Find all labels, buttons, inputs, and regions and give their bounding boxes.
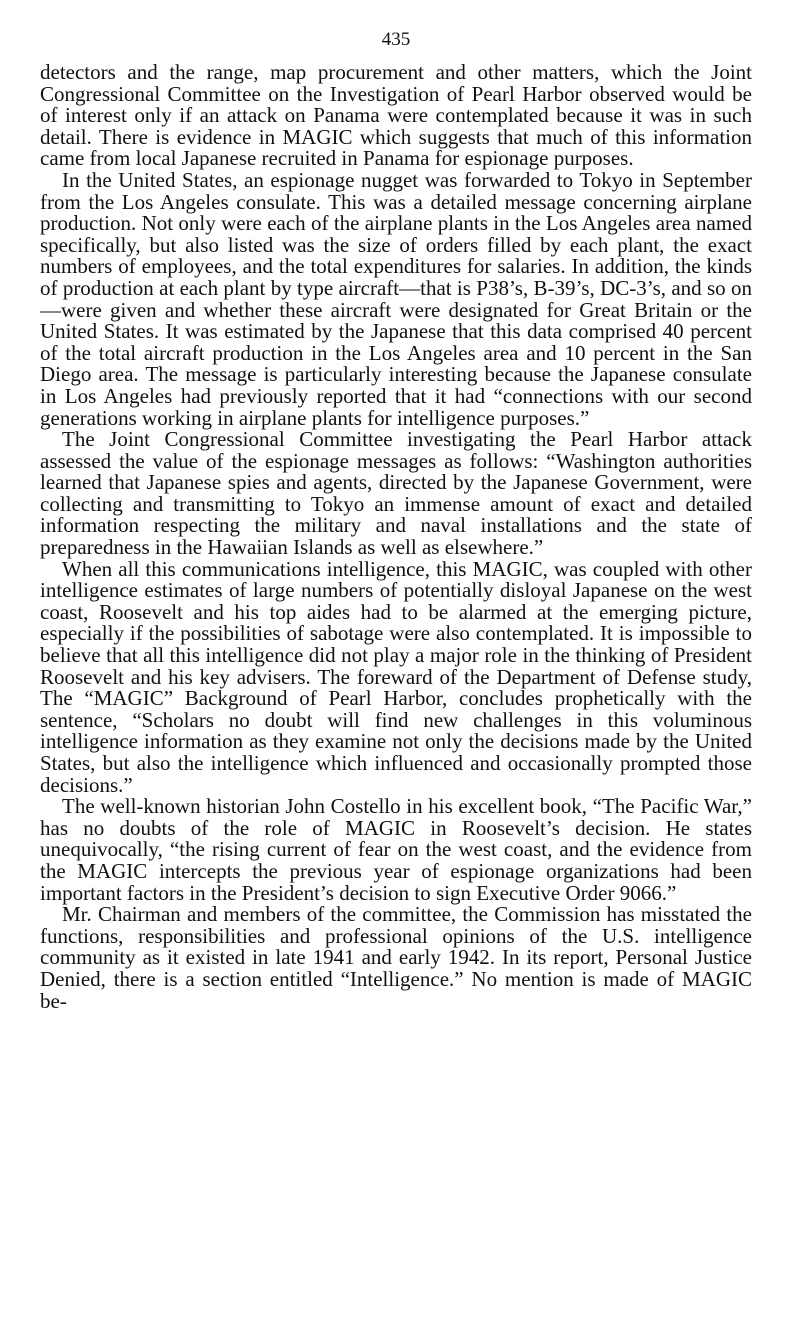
paragraph: In the United States, an espionage nugget was forwarded to Tokyo in September from the Los Angeles consulate. This was a detailed message concerning airplane production. Not only were each of the airplane plants in the Los Angeles area named specifically, but also listed was the size of orders filled by each plant, the exact numbers of employees, and the total expenditures for salaries. In addition, the kinds of production at each plant by type aircraft—that is P38’s, B-39’s, DC-3’s, and so on—were given and whether these aircraft were designated for Great Britain or the United States. It was estimated by the Japanese that this data comprised 40 percent of the total aircraft production in the Los Angeles area and 10 percent in the San Diego area. The message is particularly interesting because the Japanese consulate in Los Angeles had previously reported that it had “connections with our second generations working in airplane plants for intelligence purposes.” <box>40 167 752 430</box>
document-page <box>40 28 752 1012</box>
paragraph: The Joint Congressional Committee investigating the Pearl Harbor attack assessed the value of the espionage messages as follows: “Washington authorities learned that Japanese spies and agents, directed by the Japanese Government, were collecting and transmitting to Tokyo an immense amount of exact and detailed information respecting the military and naval installations and the state of preparedness in the Hawaiian Islands as well as elsewhere.” <box>40 427 752 560</box>
paragraph: Mr. Chairman and members of the committee, the Commission has misstated the functions, responsibilities and professional opinions of the U.S. intelligence community as it existed in late 1941 and early 1942. In its report, Personal Justice Denied, there is a section entitled “Intelligence.” No mention is made of MAGIC be- <box>40 902 752 1013</box>
paragraph: When all this communications intelligence, this MAGIC, was coupled with other intelligence estimates of large numbers of potentially disloyal Japanese on the west coast, Roosevelt and his top aides had to be alarmed at the emerging picture, especially if the possibilities of sabotage were also contemplated. It is impossible to believe that all this intelligence did not play a major role in the thinking of President Roosevelt and his key advisers. The foreward of the Department of Defense study, The “MAGIC” Background of Pearl Harbor, concludes prophetically with the sentence, “Scholars no doubt will find new challenges in this voluminous intelligence information as they examine not only the decisions made by the United States, but also the intelligence which influenced and occasionally prompted those decisions.” <box>40 556 752 797</box>
paragraph: detectors and the range, map procurement and other matters, which the Joint Congressional Committee on the Investigation of Pearl Harbor observed would be of interest only if an attack on Panama were contemplated because it was in such detail. There is evidence in MAGIC which suggests that much of this information came from local Japanese recruited in Panama for espionage purposes. <box>40 60 752 171</box>
body-text <box>40 62 752 1012</box>
paragraph: The well-known historian John Costello in his excellent book, “The Pacific War,” has no doubts of the role of MAGIC in Roosevelt’s decision. He states unequivocally, “the rising current of fear on the west coast, and the evidence from the MAGIC intercepts the previous year of espionage organizations had been important factors in the President’s decision to sign Executive Order 9066.” <box>40 794 752 905</box>
page-number: 435 <box>381 29 411 50</box>
